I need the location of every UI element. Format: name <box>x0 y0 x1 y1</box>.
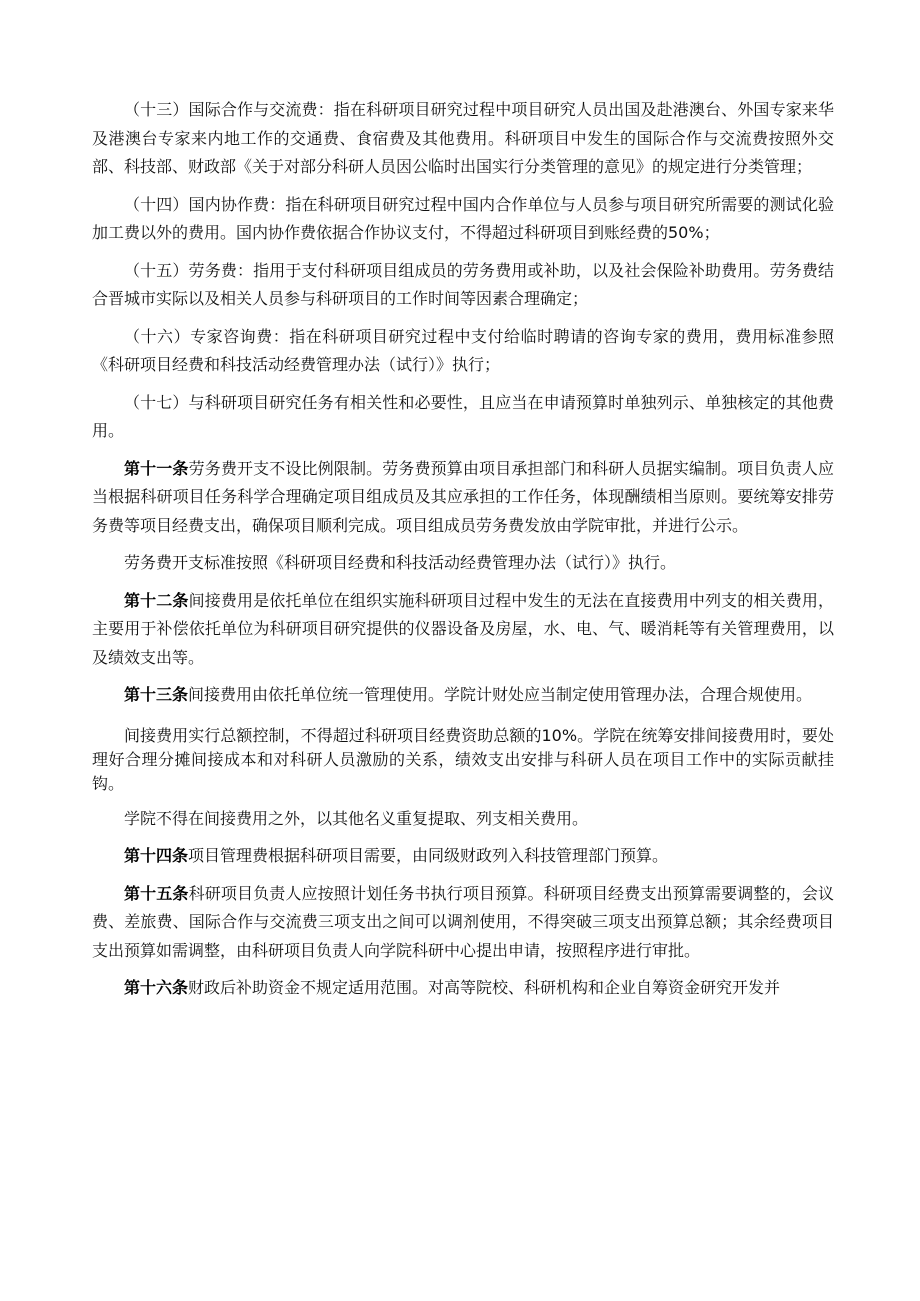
paragraph-text: （十三）国际合作与交流费：指在科研项目研究过程中项目研究人员出国及赴港澳台、外国专家来华及港澳台专家来内地工作的交通费、食宿费及其他费用。科研项目中发生的国际合作与交流费按照外交部、科技部、财政部《关于对部分科研人员因公临时出国实行分类管理的意见》的规定进行分类管理； <box>92 100 834 176</box>
article-15 <box>92 880 834 966</box>
article-12 <box>92 587 834 673</box>
paragraph-text: （十七）与科研项目研究任务有相关性和必要性，且应当在申请预算时单独列示、单独核定的其他费用。 <box>92 392 834 440</box>
article-number: 第十三条 <box>124 685 189 704</box>
article-number: 第十一条 <box>124 458 189 478</box>
article-number: 第十五条 <box>124 883 189 903</box>
document-body <box>92 96 834 1012</box>
paragraph-text: （十四）国内协作费：指在科研项目研究过程中国内合作单位与人员参与项目研究所需要的测试化验加工费以外的费用。国内协作费依据合作协议支付，不得超过科研项目到账经费的50%； <box>92 194 834 242</box>
article-13-no-duplicate-charges <box>92 805 834 834</box>
article-13 <box>92 681 834 710</box>
paragraph-text: 项目管理费根据科研项目需要，由同级财政列入科技管理部门预算。 <box>188 846 669 865</box>
clause-17-other-expenses <box>92 389 834 446</box>
article-number: 第十六条 <box>124 978 189 997</box>
article-number: 第十二条 <box>124 590 189 610</box>
paragraph-text: 科研项目负责人应按照计划任务书执行项目预算。科研项目经费支出预算需要调整的，会议费、差旅费、国际合作与交流费三项支出之间可以调剂使用，不得突破三项支出预算总额；其余经费项目支出预算如需调整，由科研项目负责人向学院科研中心提出申请，按照程序进行审批。 <box>92 883 834 960</box>
paragraph-text: 间接费用实行总额控制，不得超过科研项目经费资助总额的10%。学院在统筹安排间接费用时，要处理好合理分摊间接成本和对科研人员激励的关系，绩效支出安排与科研人员在项目工作中的实际贡献挂钩。 <box>92 725 834 793</box>
article-14 <box>92 842 834 871</box>
paragraph-text: （十五）劳务费：指用于支付科研项目组成员的劳务费用或补助，以及社会保险补助费用。劳务费结合晋城市实际以及相关人员参与科研项目的工作时间等因素合理确定； <box>92 260 834 308</box>
clause-13-international-cooperation <box>92 96 834 182</box>
paragraph-text: 劳务费开支标准按照《科研项目经费和科技活动经费管理办法（试行）》执行。 <box>124 553 677 572</box>
paragraph-text: 间接费用由依托单位统一管理使用。学院计财处应当制定使用管理办法，合理合规使用。 <box>188 685 813 704</box>
paragraph-text: 劳务费开支不设比例限制。劳务费预算由项目承担部门和科研人员据实编制。项目负责人应当根据科研项目任务科学合理确定项目组成员及其应承担的工作任务，体现酬绩相当原则。要统筹安排劳务费等项目经费支出，确保项目顺利完成。项目组成员劳务费发放由学院审批，并进行公示。 <box>92 458 834 535</box>
article-11-labor-standard <box>92 549 834 578</box>
article-13-indirect-cost-cap <box>92 724 834 796</box>
article-number: 第十四条 <box>124 846 189 865</box>
clause-14-domestic-collaboration <box>92 191 834 248</box>
article-16 <box>92 974 834 1003</box>
article-11 <box>92 455 834 541</box>
paragraph-text: 间接费用是依托单位在组织实施科研项目过程中发生的无法在直接费用中列支的相关费用，主要用于补偿依托单位为科研项目研究提供的仪器设备及房屋，水、电、气、暖消耗等有关管理费用，以及绩效支出等。 <box>92 590 834 667</box>
paragraph-text: 学院不得在间接费用之外，以其他名义重复提取、列支相关费用。 <box>124 808 589 828</box>
clause-15-labor-fee <box>92 257 834 314</box>
paragraph-text: （十六）专家咨询费：指在科研项目研究过程中支付给临时聘请的咨询专家的费用，费用标准参照《科研项目经费和科技活动经费管理办法（试行）》执行； <box>92 326 834 374</box>
paragraph-text: 财政后补助资金不规定适用范围。对高等院校、科研机构和企业自筹资金研究开发并 <box>188 978 781 997</box>
clause-16-expert-consultation <box>92 323 834 380</box>
